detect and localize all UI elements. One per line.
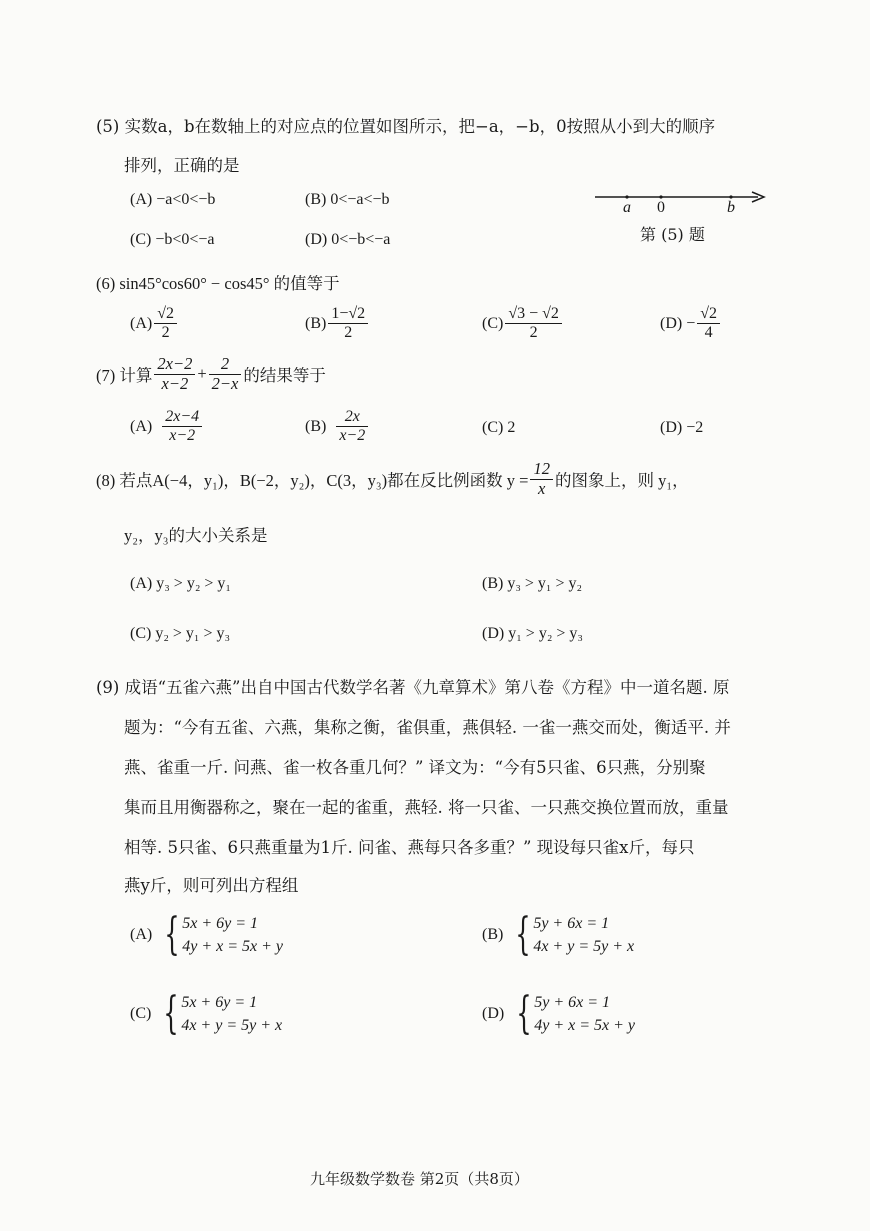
option-label: (B) [305,314,327,332]
option-label: (A) [130,314,153,332]
q9-a-eq2: 4y + x = 5x + y [182,938,284,956]
q6-d-sign: − [686,314,696,332]
q7-f1-denominator: x−2 [161,373,189,393]
q7-stem [96,355,326,394]
q9-d-eq2: 4y + x = 5x + y [534,1017,636,1035]
q6-a-denominator: 2 [161,324,170,342]
axis-label-zero: 0 [657,199,665,216]
axis-label-b: b [727,199,735,216]
q8-stem [96,460,689,499]
brace-icon: { [164,909,180,961]
q8-option-c: (C) y₂ > y₁ > y₃ [130,625,231,642]
q8-stem-suffix: 的图象上，则 y₁， [554,471,689,491]
q5-stem: (5) 实数a，b在数轴上的对应点的位置如图所示，把−a，−b，0按照从小到大的顺序 [96,117,716,136]
option-label: (A) [130,926,153,944]
q5-option-b: (B) 0<−a<−b [305,191,390,208]
q6-c-numerator: √3 − √2 [505,305,562,324]
q6-option-c [482,305,564,343]
option-label: (B) [305,417,327,435]
q8-option-b: (B) y₃ > y₁ > y₂ [482,575,583,592]
page-footer: 九年级数学数卷 第2页（共8页） [310,1170,529,1188]
q9-option-d [482,988,636,1040]
q6-option-a [130,305,179,343]
option-label: (D) [482,1005,505,1023]
q8-stem-prefix: (8) 若点A(−4，y₁)，B(−2，y₂)，C(3，y₃)都在反比例函数 y = [96,471,529,491]
option-label: (C) [482,314,504,332]
q9-line-4: 集而且用衡器称之，聚在一起的雀重，燕轻. 将一只雀、一只燕交换位置而放，重量 [124,798,729,817]
q7-stem-suffix: 的结果等于 [243,366,326,386]
q9-line-1: (9) 成语“五雀六燕”出自中国古代数学名著《九章算术》第八卷《方程》中一道名题. 原 [96,678,730,697]
q9-b-eq1: 5y + 6x = 1 [533,915,610,932]
q6-b-numerator: 1−√2 [328,305,368,324]
q7-option-d: (D) −2 [660,419,704,436]
brace-icon: { [163,988,180,1040]
q9-c-eq1: 5x + 6y = 1 [181,994,258,1011]
q8-stem-2: y₂，y₃的大小关系是 [124,526,268,545]
option-label: (B) [482,926,504,944]
q7-option-c: (C) 2 [482,419,516,436]
q9-a-eq1: 5x + 6y = 1 [182,915,259,932]
q9-option-b [482,909,635,961]
q8-option-d: (D) y₁ > y₂ > y₃ [482,625,583,642]
q8-option-a: (A) y₃ > y₂ > y₁ [130,575,231,592]
q7-b-numerator: 2x [336,408,368,427]
q9-d-eq1: 5y + 6x = 1 [534,994,611,1011]
q5-option-d: (D) 0<−b<−a [305,231,391,248]
q7-stem-prefix: (7) 计算 [96,366,153,386]
q6-d-denominator: 4 [704,324,713,342]
brace-icon: { [515,909,532,961]
q5-option-c: (C) −b<0<−a [130,231,215,248]
q9-option-a [130,909,284,961]
q9-option-c [130,988,283,1040]
q7-a-numerator: 2x−4 [162,408,202,427]
q9-line-3: 燕、雀重一斤. 问燕、雀一枚各重几何？” 译文为：“今有5只雀、6只燕，分别聚 [124,758,706,777]
q5-option-a: (A) −a<0<−b [130,191,216,208]
q7-f1-numerator: 2x−2 [154,355,195,375]
q8-f-denominator: x [538,478,546,498]
q6-option-d [660,305,722,343]
q9-line-2: 题为：“今有五雀、六燕，集称之衡，雀俱重，燕俱轻. 一雀一燕交而处，衡适平. 并 [124,718,731,737]
option-label: (C) [130,1005,152,1023]
q9-b-eq2: 4x + y = 5y + x [533,938,635,956]
option-label: (D) [660,314,683,332]
q6-option-b [305,305,370,343]
q9-c-eq2: 4x + y = 5y + x [181,1017,283,1035]
q6-c-denominator: 2 [529,324,538,342]
figure-caption: 第 (5) 题 [640,225,705,244]
q6-d-numerator: √2 [697,305,720,324]
q7-f2-denominator: 2−x [211,373,239,393]
q7-b-denominator: x−2 [339,427,366,445]
brace-icon: { [516,988,532,1040]
q7-option-b [305,408,370,446]
option-label: (A) [130,417,153,435]
q7-a-denominator: x−2 [169,427,196,445]
q6-stem: (6) sin45°cos60° − cos45° 的值等于 [96,274,340,293]
q5-stem-2: 排列，正确的是 [124,156,240,175]
q7-plus: + [197,364,207,384]
axis-label-a: a [623,199,631,216]
q9-line-5: 相等. 5只雀、6只燕重量为1斤. 问雀、燕每只各多重？” 现设每只雀x斤，每只 [124,838,695,857]
q7-option-a [130,408,204,446]
q6-a-numerator: √2 [154,305,177,324]
q8-f-numerator: 12 [530,460,553,480]
q6-b-denominator: 2 [344,324,353,342]
q9-line-6: 燕y斤，则可列出方程组 [124,876,299,895]
q7-f2-numerator: 2 [209,355,242,375]
number-line-figure [590,185,770,215]
